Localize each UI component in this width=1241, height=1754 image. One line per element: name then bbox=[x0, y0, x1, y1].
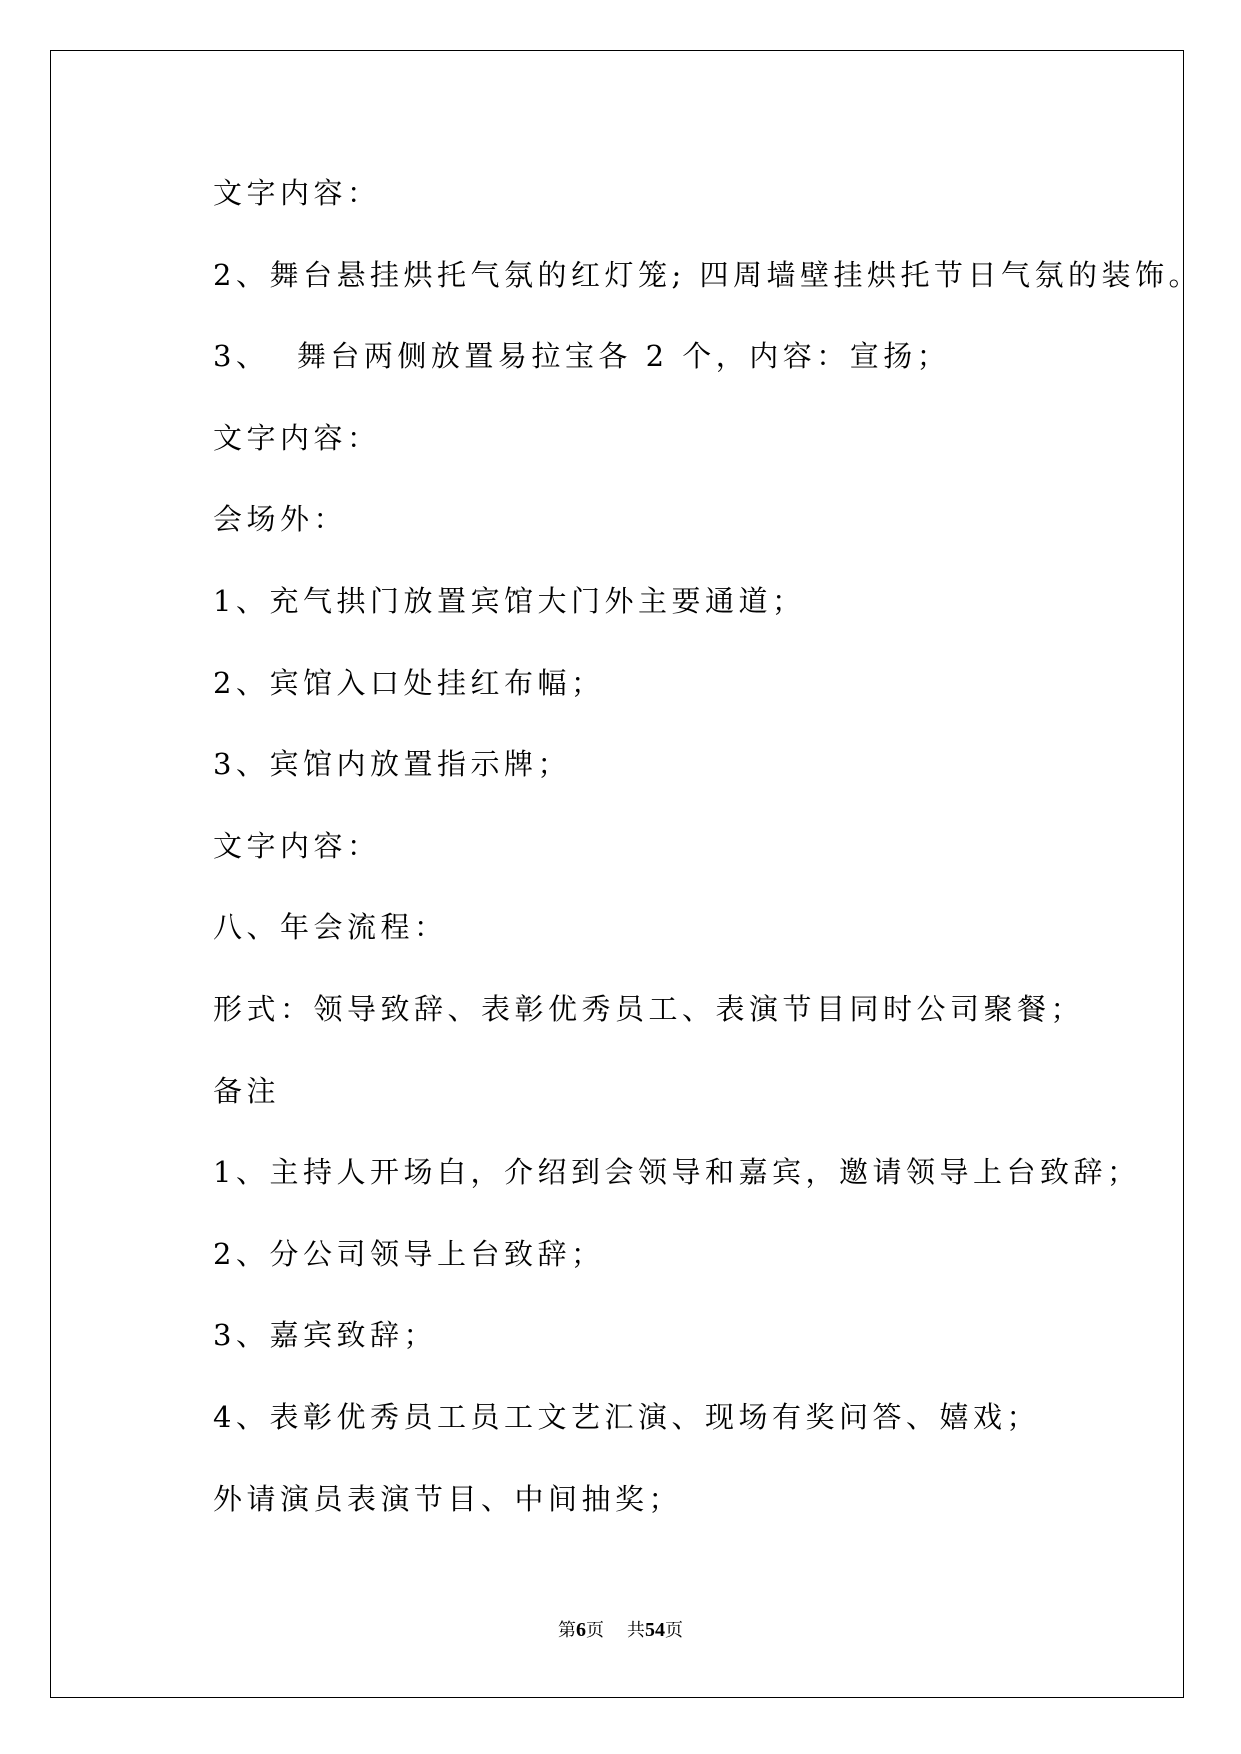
text-line: 1、主持人开场白，介绍到会领导和嘉宾，邀请领导上台致辞； bbox=[213, 1155, 1141, 1190]
footer-prefix: 第 bbox=[558, 1620, 577, 1641]
text-line: 1、充气拱门放置宾馆大门外主要通道； bbox=[213, 583, 806, 618]
footer-middle: 页 共 bbox=[586, 1620, 645, 1641]
footer-suffix: 页 bbox=[664, 1620, 683, 1641]
text-line: 文字内容： bbox=[213, 420, 381, 455]
text-line: 3、宾馆内放置指示牌； bbox=[213, 747, 571, 782]
footer-total-pages: 54 bbox=[644, 1619, 665, 1641]
text-line: 2、宾馆入口处挂红布幅； bbox=[213, 665, 605, 700]
text-line: 形式：领导致辞、表彰优秀员工、表演节目同时公司聚餐； bbox=[213, 991, 1085, 1026]
text-line: 2、舞台悬挂烘托气氛的红灯笼; 四周墙壁挂烘托节日气氛的装饰。 bbox=[213, 257, 1202, 292]
text-line: 备注 bbox=[213, 1073, 281, 1108]
text-line: 2、分公司领导上台致辞； bbox=[213, 1236, 605, 1271]
page-footer bbox=[0, 1618, 1241, 1643]
text-line: 3、嘉宾致辞； bbox=[213, 1318, 437, 1353]
text-line: 会场外： bbox=[213, 502, 348, 537]
text-line: 4、表彰优秀员工员工文艺汇演、现场有奖问答、嬉戏； bbox=[213, 1399, 1040, 1434]
section-heading: 八、年会流程： bbox=[213, 910, 448, 945]
text-line: 文字内容： bbox=[213, 828, 381, 863]
footer-page-number: 6 bbox=[576, 1619, 587, 1641]
text-line: 外请演员表演节目、中间抽奖； bbox=[213, 1481, 683, 1516]
document-body bbox=[213, 170, 1202, 1557]
text-line: 3、 舞台两侧放置易拉宝各 2 个，内容：宣扬； bbox=[213, 339, 951, 374]
text-line: 文字内容： bbox=[213, 176, 381, 210]
